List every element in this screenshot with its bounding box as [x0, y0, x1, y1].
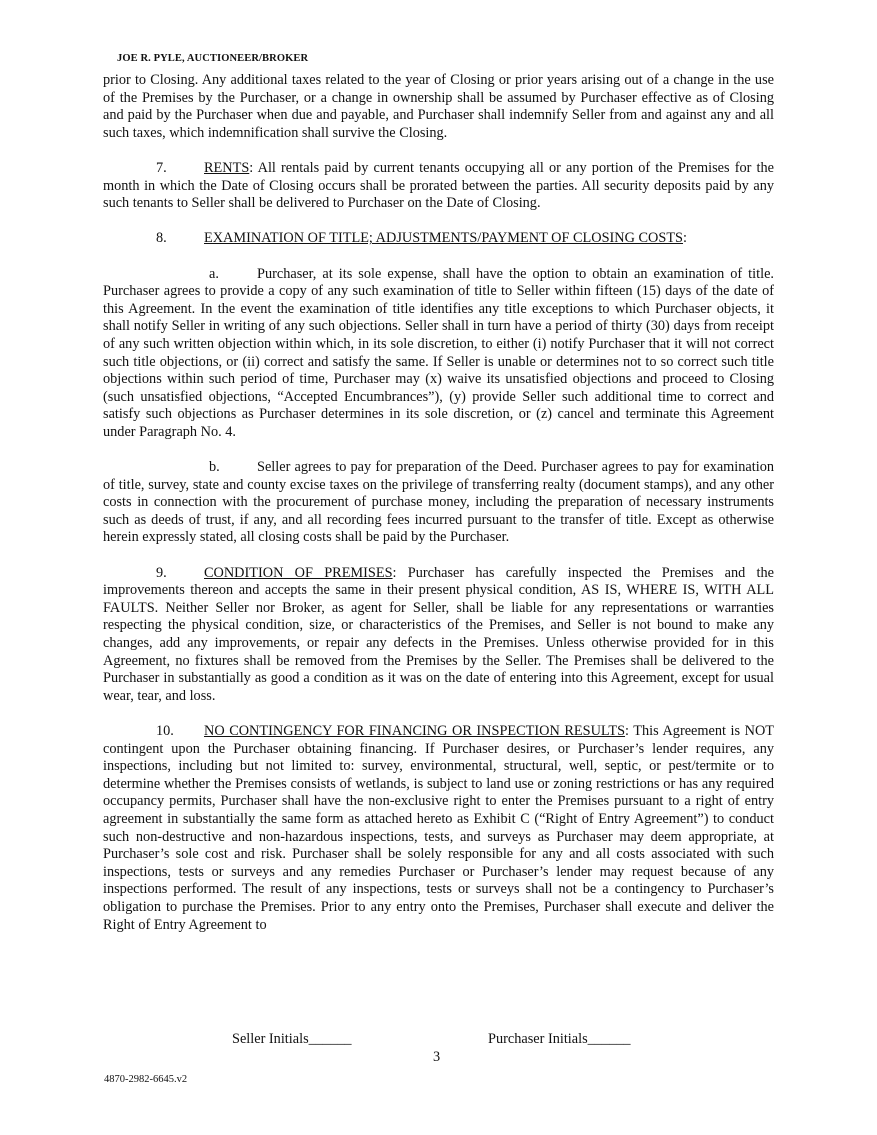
section-title: EXAMINATION OF TITLE; ADJUSTMENTS/PAYMENT OF CLOSING COSTS	[204, 230, 684, 247]
section-number: 10.	[156, 722, 174, 739]
section-number: 8.	[156, 230, 167, 247]
section-8b	[103, 459, 774, 547]
section-10-contingency	[103, 723, 774, 934]
document-body	[103, 72, 774, 952]
section-title: NO CONTINGENCY FOR FINANCING OR INSPECTION RESULTS	[204, 722, 626, 739]
section-number: 9.	[156, 564, 167, 581]
section-title: RENTS	[204, 159, 250, 176]
section-text: : This Agreement is NOT contingent upon the Purchaser obtaining financing. If Purchaser desires, or Purchaser’s lender requires, any inspections, including but not limited to: survey, environmental, structural, well, septic, or pest/termite or to determine whether the Premises consists of wetlands, is subject to land use or zoning restrictions or has any required occupancy permits, Purchaser shall have the non-exclusive right to enter the Premises pursuant to a right of entry agreement in substantially the same form as attached hereto as Exhibit C (“Right of Entry Agreement”) to conduct such non-destructive and non-hazardous inspections, tests, and surveys as Purchaser may deem appropriate, at Purchaser’s sole cost and risk. Purchaser shall be solely responsible for any and all costs associated with such inspections, tests or surveys and any remedies Purchaser or Purchaser’s lender may request because of any inspections performed. The result of any inspections, tests or surveys shall not be a contingency to Purchaser’s obligation to purchase the Premises. Prior to any entry onto the Premises, Purchaser shall execute and deliver the Right of Entry Agreement to	[103, 722, 775, 933]
subsection-label: a.	[209, 265, 219, 282]
section-7-rents	[103, 160, 774, 213]
subsection-label: b.	[209, 459, 220, 476]
seller-initials-line: Seller Initials______	[232, 1031, 352, 1047]
page-header: JOE R. PYLE, AUCTIONEER/BROKER	[117, 53, 309, 64]
section-8a	[103, 266, 774, 442]
section-title: CONDITION OF PREMISES	[204, 564, 393, 581]
document-id: 4870-2982-6645.v2	[104, 1074, 188, 1085]
section-number: 7.	[156, 159, 167, 176]
subsection-text: Seller agrees to pay for preparation of the Deed. Purchaser agrees to pay for examination of title, survey, state and county excise taxes on the privilege of transferring realty (document stamps), and any other costs in connection with the procurement of purchase money, including the preparation of necessary instruments such as deeds of trust, if any, and all recording fees incurred pursuant to the transfer of title. Except as otherwise herein expressly stated, all closing costs shall be paid by the Purchaser.	[103, 459, 774, 546]
subsection-text: Purchaser, at its sole expense, shall have the option to obtain an examination of title. Purchaser agrees to provide a copy of any such examination of title to Seller within fifteen (15) days of the date of this Agreement. In the event the examination of title identifies any title exceptions to which Purchaser objects, it shall notify Seller in writing of any such objections. Seller shall in turn have a period of thirty (30) days from receipt of any such written objection within which, in its sole discretion, to either (i) notify Purchaser that it will not correct such title objections, or (ii) correct and satisfy the same. If Seller is unable or determines not to so correct such title objections within such period of time, Purchaser may (x) waive its unsatisfied objections and proceed to Closing (such unsatisfied objections, “Accepted Encumbrances”), (y) provide Seller such additional time to correct and satisfy such objections as Purchaser determines in its sole discretion, or (z) cancel and terminate this Agreement under Paragraph No. 4.	[103, 265, 774, 440]
page-number: 3	[433, 1049, 441, 1065]
section-text: : Purchaser has carefully inspected the Premises and the improvements thereon and accepts the same in their present physical condition, AS IS, WHERE IS, WITH ALL FAULTS. Neither Seller nor Broker, as agent for Seller, shall be liable for any representations or warranties respecting the physical condition, size, or characteristics of the Premises, and Seller is not bound to make any changes, add any improvements, or repair any defects in the Premises. Unless otherwise provided for in this Agreement, no fixtures shall be removed from the Premises by the Seller. The Premises shall be delivered to the Purchaser in substantially as good a condition as it was on the date of entering into this Agreement, except for usual wear, tear, and loss.	[103, 564, 775, 704]
section-colon: :	[683, 230, 687, 247]
section-8-heading	[103, 230, 774, 248]
section-text: : All rentals paid by current tenants occupying all or any portion of the Premises for the month in which the Date of Closing occurs shall be prorated between the parties. All security deposits paid by any such tenants to Seller shall be delivered to Purchaser on the Date of Closing.	[103, 159, 774, 212]
intro-paragraph: prior to Closing. Any additional taxes related to the year of Closing or prior years arising out of a change in the use of the Premises by the Purchaser, or a change in ownership shall be assumed by Purchaser effective as of Closing and paid by the Purchaser when due and payable, and Purchaser shall indemnify Seller from and against any and all such taxes, which indemnification shall survive the Closing.	[103, 72, 774, 141]
section-9-condition	[103, 565, 774, 706]
purchaser-initials-line: Purchaser Initials______	[488, 1031, 631, 1047]
